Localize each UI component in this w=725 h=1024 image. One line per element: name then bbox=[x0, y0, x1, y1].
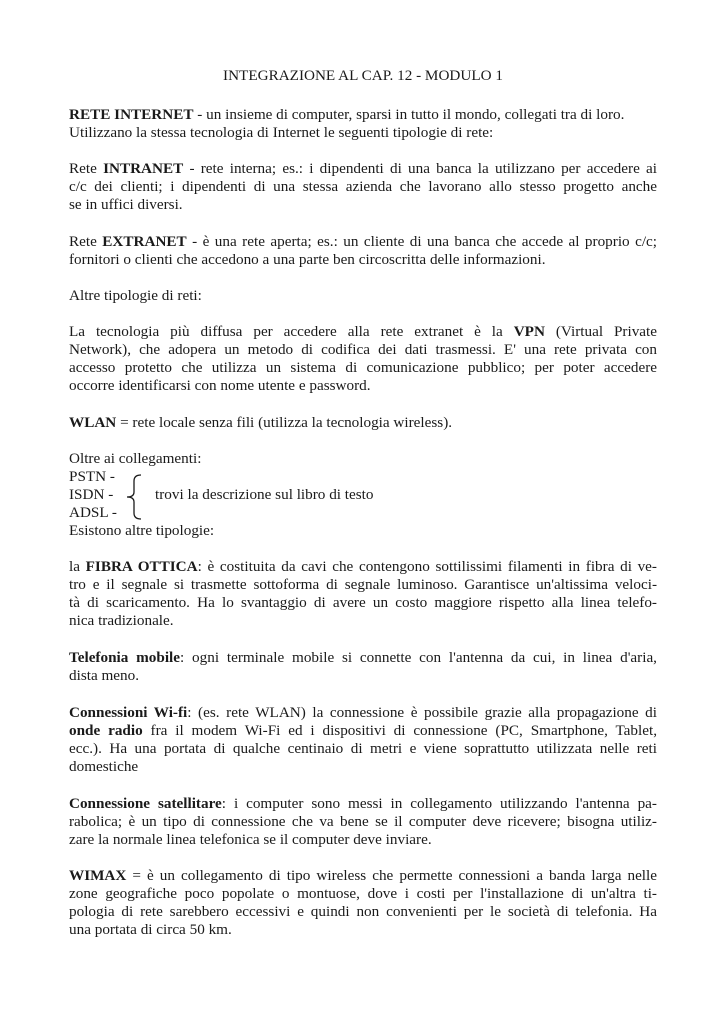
extranet-line-1 bbox=[69, 233, 657, 251]
satellite-line-3: zare la normale linea telefonica se il computer deve inviare. bbox=[69, 831, 432, 848]
fibra-line-1 bbox=[69, 558, 657, 576]
extranet-line-2: fornitori o clienti che accedono a una parte ben circoscritta delle informazioni. bbox=[69, 251, 546, 268]
collegamento-pstn: PSTN - bbox=[69, 468, 115, 485]
internet-line-1 bbox=[69, 106, 624, 124]
satellite-text: : i computer sono messi in collegamento utilizzando l'antenna pa- bbox=[221, 795, 657, 812]
intranet-line-3: se in uffici diversi. bbox=[69, 196, 183, 213]
wifi-text-2: fra il modem Wi-Fi ed i dispositivi di connessione (PC, Smartphone, Tablet, bbox=[142, 722, 657, 739]
term-mobile: Telefonia mobile bbox=[69, 649, 181, 666]
wimax-line-1 bbox=[69, 867, 657, 885]
satellite-line-1 bbox=[69, 795, 657, 813]
mobile-line-2: dista meno. bbox=[69, 667, 140, 684]
curly-brace-icon bbox=[123, 473, 147, 521]
internet-line-2: Utilizzano la stessa tecnologia di Internet le seguenti tipologie di rete: bbox=[69, 124, 494, 141]
collegamento-adsl: ADSL - bbox=[69, 504, 117, 521]
term-internet: RETE INTERNET bbox=[69, 106, 194, 123]
mobile-line-1 bbox=[69, 649, 657, 667]
term-extranet: EXTRANET bbox=[102, 233, 187, 250]
term-satellite: Connessione satellitare bbox=[69, 795, 222, 812]
collegamenti-outro: Esistono altre tipologie: bbox=[69, 522, 215, 539]
fibra-line-2: tro e il segnale si trasmette sottoforma di segnale luminoso. Garantisce un'altissima veloci- bbox=[69, 576, 657, 593]
vpn-line-4: occorre identificarsi con nome utente e password. bbox=[69, 377, 371, 394]
wifi-line-2 bbox=[69, 722, 657, 740]
vpn-text-a: La tecnologia più diffusa per accedere alla rete extranet è la bbox=[69, 323, 514, 340]
vpn-line-3: accesso protetto che utilizza un sistema di comunicazione pubblico; per poter accedere bbox=[69, 359, 657, 376]
term-onde-radio: onde radio bbox=[69, 722, 143, 739]
wlan-text: = rete locale senza fili (utilizza la tecnologia wireless). bbox=[116, 414, 453, 431]
term-wimax: WIMAX bbox=[69, 867, 127, 884]
mobile-text: : ogni terminale mobile si connette con l'antenna da cui, in linea d'aria, bbox=[180, 649, 657, 666]
term-wifi: Connessioni Wi-fi bbox=[69, 704, 188, 721]
intranet-prefix: Rete bbox=[69, 160, 104, 177]
wifi-line-3: ecc.). Ha una portata di qualche centinaio di metri e viene soprattutto utilizzata nelle reti bbox=[69, 740, 657, 757]
term-wlan: WLAN bbox=[69, 414, 117, 431]
wimax-text: = è un collegamento di tipo wireless che permette connessioni a banda larga nelle bbox=[126, 867, 657, 884]
satellite-line-2: rabolica; è un tipo di connessione che va bene se il computer deve ricevere; bisogna utiliz- bbox=[69, 813, 657, 830]
internet-text: - un insieme di computer, sparsi in tutto il mondo, collegati tra di loro. bbox=[193, 106, 625, 123]
altre-tipologie-heading: Altre tipologie di reti: bbox=[69, 287, 202, 304]
fibra-prefix: la bbox=[69, 558, 86, 575]
fibra-line-4: nica tradizionale. bbox=[69, 612, 174, 629]
wlan-line bbox=[69, 414, 452, 432]
term-fibra: FIBRA OTTICA bbox=[85, 558, 198, 575]
wimax-line-2: zone geografiche poco popolate o montuose, dove i costi per l'installazione di un'altra ti- bbox=[69, 885, 657, 902]
intranet-line-2: c/c dei clienti; i dipendenti di una stessa azienda che lavorano allo stesso progetto anche bbox=[69, 178, 657, 195]
wimax-line-4: una portata di circa 50 km. bbox=[69, 921, 232, 938]
vpn-line-1 bbox=[69, 323, 657, 341]
collegamento-isdn: ISDN - bbox=[69, 486, 114, 503]
vpn-text-b: (Virtual Private bbox=[544, 323, 658, 340]
wifi-text: : (es. rete WLAN) la connessione è possibile grazie alla propagazione di bbox=[187, 704, 657, 721]
wimax-line-3: pologia di rete sarebbero eccessivi e quindi non convenienti per le società di telefonia. Ha bbox=[69, 903, 657, 920]
fibra-line-3: tà di scaricamento. Ha lo svantaggio di avere un costo maggiore rispetto alla linea telefo- bbox=[69, 594, 657, 611]
collegamenti-intro: Oltre ai collegamenti: bbox=[69, 450, 202, 467]
extranet-prefix: Rete bbox=[69, 233, 103, 250]
wifi-line-1 bbox=[69, 704, 657, 722]
term-intranet: INTRANET bbox=[103, 160, 184, 177]
document-title: INTEGRAZIONE AL CAP. 12 - MODULO 1 bbox=[223, 67, 503, 84]
fibra-text: : è costituita da cavi che contengono sottilissimi filamenti in fibra di ve- bbox=[197, 558, 657, 575]
wifi-line-4: domestiche bbox=[69, 758, 139, 775]
intranet-line-1 bbox=[69, 160, 657, 178]
extranet-text: - è una rete aperta; es.: un cliente di una banca che accede al proprio c/c; bbox=[186, 233, 657, 250]
collegamenti-note: trovi la descrizione sul libro di testo bbox=[155, 486, 374, 503]
intranet-text: - rete interna; es.: i dipendenti di una banca la utilizzano per accedere ai bbox=[183, 160, 657, 177]
term-vpn: VPN bbox=[513, 323, 545, 340]
vpn-line-2: Network), che adopera un metodo di codifica dei dati trasmessi. E' una rete privata con bbox=[69, 341, 657, 358]
